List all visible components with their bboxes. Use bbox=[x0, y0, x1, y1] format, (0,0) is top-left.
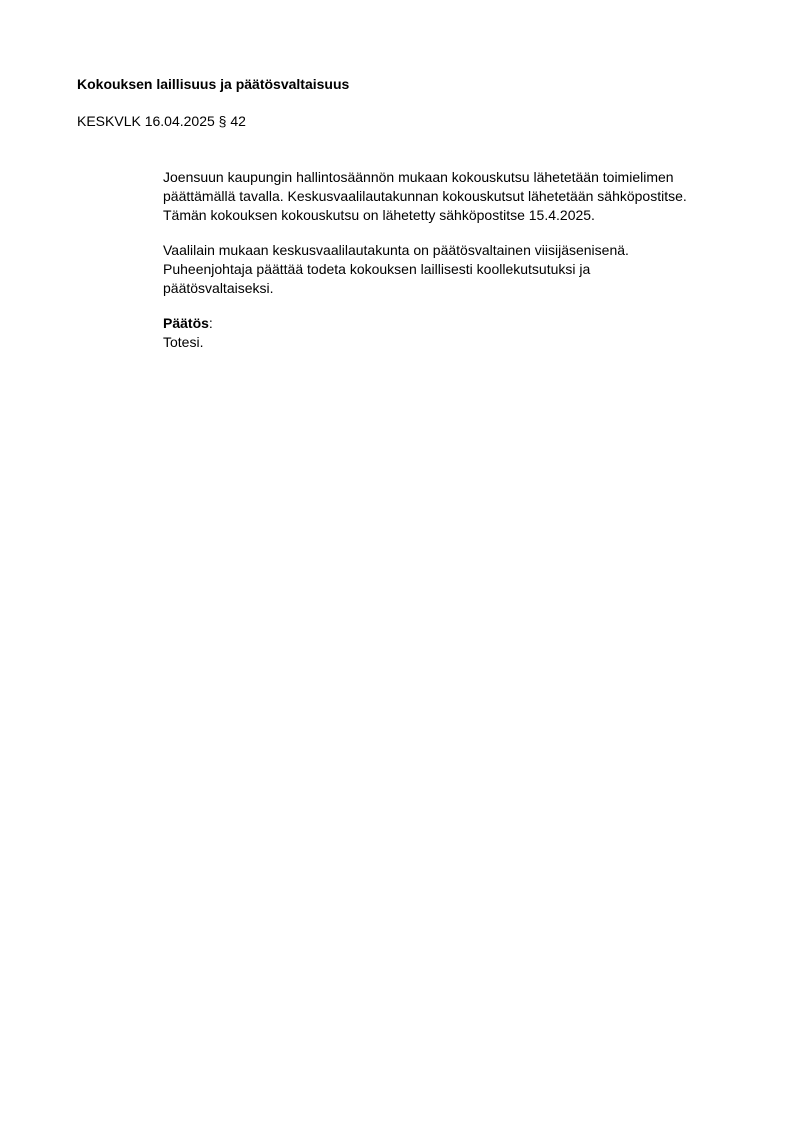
paragraph-line: Tämän kokouksen kokouskutsu on lähetetty sähköpostitse 15.4.2025. bbox=[163, 207, 595, 223]
paragraph-line: Puheenjohtaja päättää todeta kokouksen laillisesti koollekutsutuksi ja bbox=[163, 261, 591, 277]
paragraph-line: päättämällä tavalla. Keskusvaalilautakunnan kokouskutsut lähetetään sähköpostitse. bbox=[163, 188, 687, 204]
paragraph-line: päätösvaltaiseksi. bbox=[163, 280, 274, 296]
decision-heading bbox=[163, 314, 743, 333]
paragraph-invitation bbox=[163, 168, 743, 225]
decision-text: Totesi. bbox=[163, 334, 204, 350]
section-title: Kokouksen laillisuus ja päätösvaltaisuus bbox=[77, 76, 350, 92]
decision-label: Päätös bbox=[163, 315, 209, 331]
decision-colon: : bbox=[208, 315, 213, 331]
section-body bbox=[163, 168, 743, 368]
paragraph-line: Vaalilain mukaan keskusvaalilautakunta on päätösvaltainen viisijäsenisenä. bbox=[163, 242, 629, 258]
decision-block bbox=[163, 314, 743, 352]
paragraph-quorum bbox=[163, 241, 743, 298]
paragraph-line: Joensuun kaupungin hallintosäännön mukaan kokouskutsu lähetetään toimielimen bbox=[163, 169, 674, 185]
meeting-reference: KESKVLK 16.04.2025 § 42 bbox=[77, 113, 246, 129]
